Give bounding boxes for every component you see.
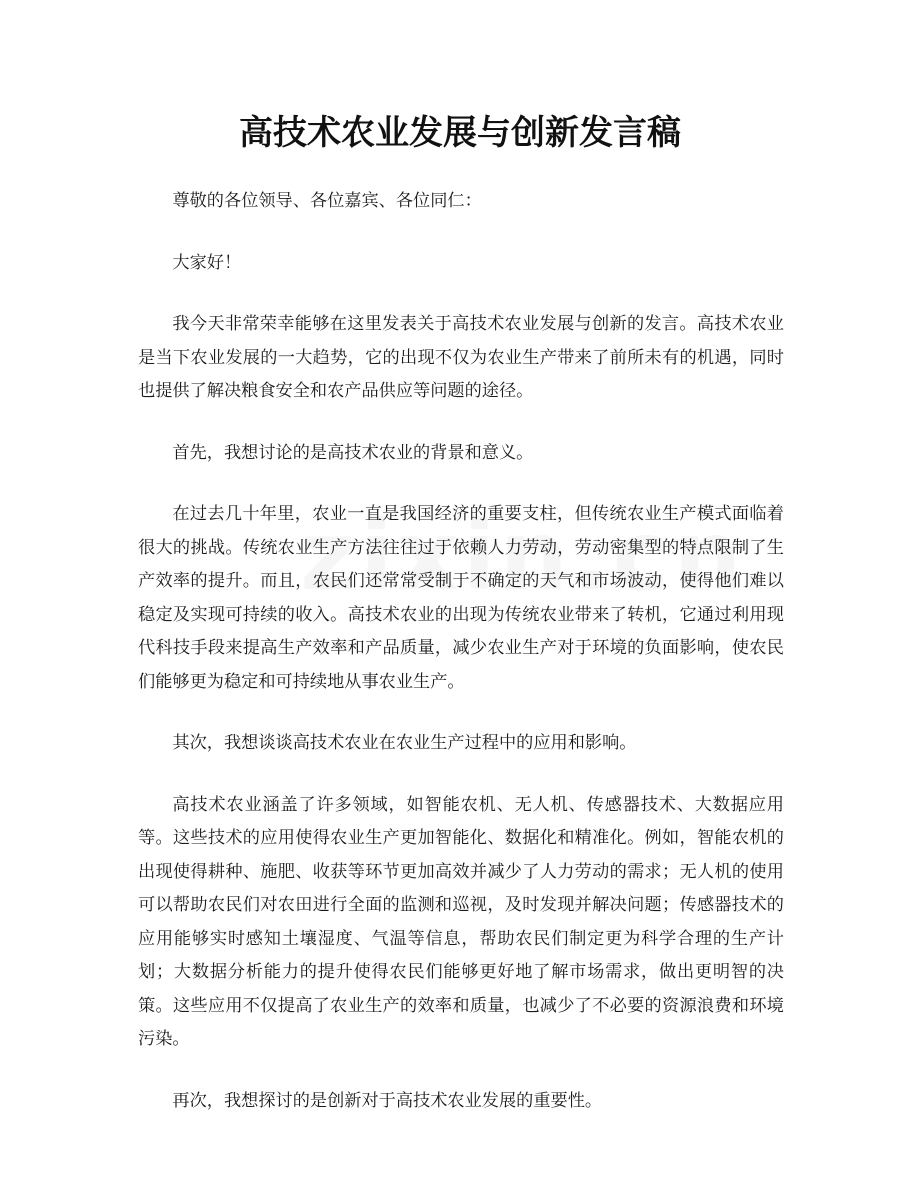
paragraph-first-point: 首先，我想讨论的是高技术农业的背景和意义。 <box>172 442 534 463</box>
document-body <box>138 185 784 1146</box>
paragraph-background: 在过去几十年里，农业一直是我国经济的重要支柱，但传统农业生产模式面临着很大的挑战。传统农业生产方法往往过于依赖人力劳动，劳动密集型的特点限制了生产效率的提升。而且，农民们还常常受制于不确定的天气和市场波动，使得他们难以稳定及实现可持续的收入。高技术农业的出现为传统农业带来了转机，它通过利用现代科技手段来提高生产效率和产品质量，减少农业生产对于环境的负面影响，使农民们能够更为稳定和可持续地从事农业生产。 <box>138 504 784 692</box>
paragraph-second-point: 其次，我想谈谈高技术农业在农业生产过程中的应用和影响。 <box>172 733 637 753</box>
paragraph-intro: 我今天非常荣幸能够在这里发表关于高技术农业发展与创新的发言。高技术农业是当下农业发展的一大趋势，它的出现不仅为农业生产带来了前所未有的机遇，同时也提供了解决粮食安全和农产品供应等问题的途径。 <box>138 314 784 401</box>
paragraph-third-point: 再次，我想探讨的是创新对于高技术农业发展的重要性。 <box>172 1090 603 1111</box>
paragraph-applications: 高技术农业涵盖了许多领域，如智能农机、无人机、传感器技术、大数据应用等。这些技术的应用使得农业生产更加智能化、数据化和精准化。例如，智能农机的出现使得耕种、施肥、收获等环节更加高效并减少了人力劳动的需求；无人机的使用可以帮助农民们对农田进行全面的监测和巡视，及时发现并解决问题；传感器技术的应用能够实时感知土壤湿度、气温等信息，帮助农民们制定更为科学合理的生产计划；大数据分析能力的提升使得农民们能够更好地了解市场需求，做出更明智的决策。这些应用不仅提高了农业生产的效率和质量，也减少了不必要的资源浪费和环境污染。 <box>138 794 784 1049</box>
paragraph-salutation: 尊敬的各位领导、各位嘉宾、各位同仁： <box>172 191 482 211</box>
document-title: 高技术农业发展与创新发言稿 <box>239 113 681 153</box>
paragraph-greeting: 大家好！ <box>172 252 242 273</box>
